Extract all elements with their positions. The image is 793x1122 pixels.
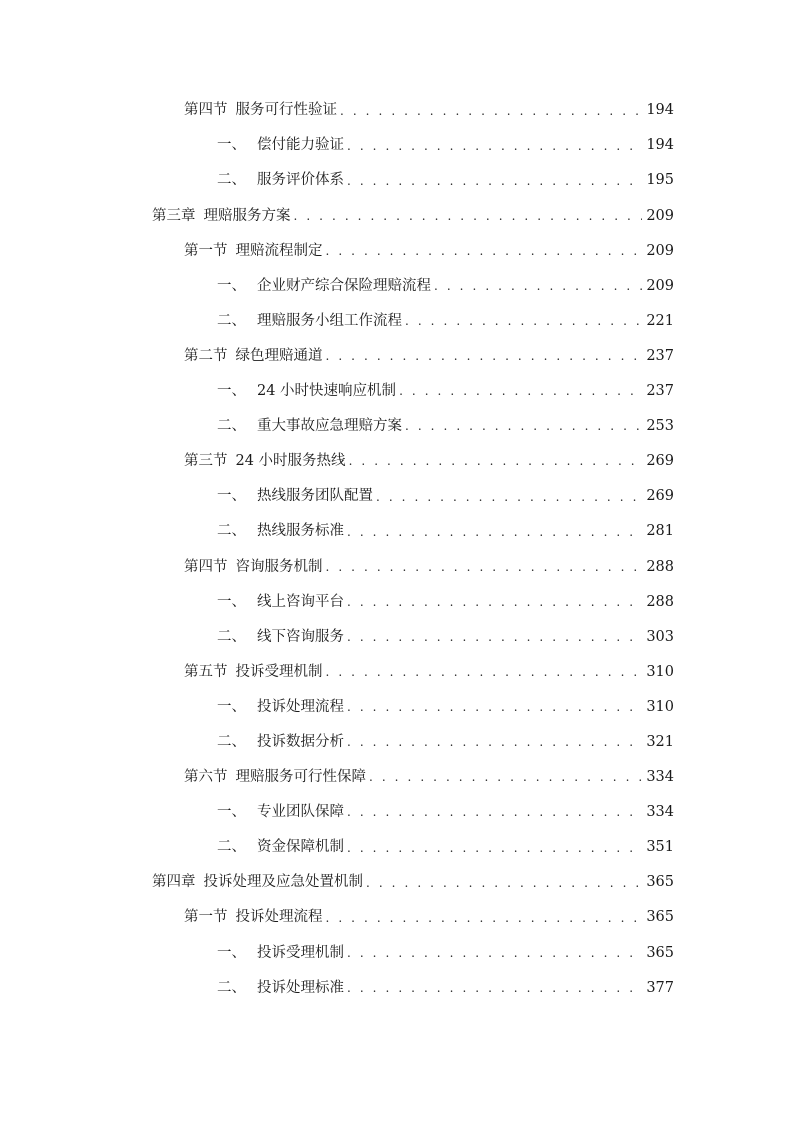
toc-dot-leader [347,947,642,959]
toc-page-number: 269 [646,453,674,470]
toc-entry-subsection[interactable] [0,830,793,865]
toc-page-number: 303 [646,628,674,645]
toc-entry-number: 第一节 [184,242,228,259]
toc-page-number: 321 [646,733,674,750]
toc-entry-subsection[interactable] [0,725,793,760]
toc-entry-title: 投诉受理机制 [235,663,323,680]
toc-dot-leader [347,596,642,608]
toc-entry-subsection[interactable] [0,479,793,514]
toc-entry-section[interactable] [0,444,793,479]
toc-dot-leader [347,701,642,713]
toc-page-number: 253 [646,418,674,435]
toc-entry-number: 第四节 [184,102,228,119]
toc-dot-leader [294,210,643,222]
toc-entry-number: 一、 [217,137,246,154]
toc-entry-title: 线上咨询平台 [257,593,344,610]
toc-entry-title: 投诉处理流程 [257,698,344,715]
toc-entry-subsection[interactable] [0,795,793,830]
toc-page-number: 334 [646,769,674,786]
toc-entry-number: 二、 [217,979,246,996]
toc-dot-leader [347,736,642,748]
toc-entry-title: 投诉受理机制 [257,944,344,961]
toc-entry-title: 线下咨询服务 [257,628,344,645]
toc-page-number: 237 [646,383,674,400]
toc-entry-section[interactable] [0,93,793,128]
toc-dot-leader [434,280,642,292]
toc-entry-title: 理赔流程制定 [235,242,323,259]
toc-dot-leader [399,385,642,397]
toc-dot-leader [347,175,642,187]
toc-entry-number: 一、 [217,277,246,294]
toc-entry-chapter[interactable] [0,198,793,233]
toc-page-number: 365 [646,909,674,926]
toc-entry-title: 24 小时服务热线 [235,453,346,470]
toc-page-number: 209 [646,242,674,259]
table-of-contents [0,93,793,1005]
toc-dot-leader [347,806,642,818]
toc-entry-title: 理赔服务小组工作流程 [257,312,402,329]
toc-entry-section[interactable] [0,760,793,795]
toc-page-number: 194 [646,137,674,154]
toc-entry-number: 二、 [217,418,246,435]
toc-entry-number: 二、 [217,733,246,750]
toc-entry-subsection[interactable] [0,514,793,549]
toc-entry-title: 专业团队保障 [257,804,344,821]
toc-entry-section[interactable] [0,549,793,584]
toc-entry-number: 第四章 [152,874,196,891]
toc-dot-leader [347,526,642,538]
toc-entry-title: 热线服务标准 [257,523,344,540]
toc-entry-number: 二、 [217,523,246,540]
toc-page-number: 209 [646,207,674,224]
toc-entry-title: 服务可行性验证 [235,102,337,119]
toc-dot-leader [347,842,642,854]
toc-dot-leader [326,666,643,678]
toc-page-number: 310 [646,663,674,680]
toc-entry-subsection[interactable] [0,690,793,725]
toc-entry-number: 第三章 [152,207,196,224]
toc-page-number: 365 [646,944,674,961]
toc-entry-section[interactable] [0,900,793,935]
toc-page-number: 194 [646,102,674,119]
toc-entry-number: 一、 [217,383,246,400]
toc-entry-number: 第五节 [184,663,228,680]
toc-entry-title: 偿付能力验证 [257,137,344,154]
toc-dot-leader [349,455,643,467]
toc-dot-leader [347,982,642,994]
toc-dot-leader [326,912,643,924]
toc-entry-chapter[interactable] [0,865,793,900]
toc-entry-title: 理赔服务可行性保障 [235,769,366,786]
toc-entry-subsection[interactable] [0,268,793,303]
toc-page-number: 237 [646,347,674,364]
toc-dot-leader [326,245,643,257]
toc-page-number: 281 [646,523,674,540]
toc-dot-leader [347,140,642,152]
toc-page-number: 377 [646,979,674,996]
toc-entry-title: 投诉数据分析 [257,733,344,750]
toc-entry-title: 投诉处理流程 [235,909,323,926]
toc-entry-number: 第六节 [184,769,228,786]
toc-entry-title: 重大事故应急理赔方案 [257,418,402,435]
toc-page-number: 334 [646,804,674,821]
toc-entry-number: 第三节 [184,453,228,470]
toc-entry-subsection[interactable] [0,128,793,163]
toc-entry-number: 第一节 [184,909,228,926]
toc-entry-subsection[interactable] [0,935,793,970]
toc-entry-title: 咨询服务机制 [235,558,323,575]
toc-entry-number: 一、 [217,804,246,821]
toc-page-number: 269 [646,488,674,505]
toc-page-number: 195 [646,172,674,189]
toc-entry-title: 资金保障机制 [257,839,344,856]
toc-entry-title: 投诉处理及应急处置机制 [203,874,363,891]
toc-entry-subsection[interactable] [0,163,793,198]
toc-entry-title: 24 小时快速响应机制 [257,383,397,400]
toc-entry-number: 一、 [217,488,246,505]
toc-dot-leader [340,105,642,117]
toc-entry-title: 服务评价体系 [257,172,344,189]
toc-entry-subsection[interactable] [0,584,793,619]
toc-dot-leader [326,350,643,362]
toc-entry-subsection[interactable] [0,409,793,444]
toc-dot-leader [405,315,642,327]
toc-dot-leader [347,631,642,643]
toc-page-number: 209 [646,277,674,294]
toc-entry-number: 第二节 [184,347,228,364]
toc-page-number: 288 [646,558,674,575]
toc-entry-number: 一、 [217,698,246,715]
toc-entry-subsection[interactable] [0,304,793,339]
toc-entry-section[interactable] [0,339,793,374]
toc-dot-leader [369,771,642,783]
toc-entry-section[interactable] [0,233,793,268]
toc-page-number: 221 [646,312,674,329]
toc-entry-title: 企业财产综合保险理赔流程 [257,277,431,294]
toc-entry-title: 理赔服务方案 [203,207,291,224]
toc-dot-leader [326,561,643,573]
toc-dot-leader [376,491,642,503]
toc-entry-number: 二、 [217,312,246,329]
toc-page-number: 310 [646,698,674,715]
toc-entry-title: 绿色理赔通道 [235,347,323,364]
toc-entry-number: 二、 [217,839,246,856]
toc-entry-subsection[interactable] [0,619,793,654]
toc-entry-title: 热线服务团队配置 [257,488,373,505]
toc-entry-subsection[interactable] [0,970,793,1005]
toc-entry-number: 一、 [217,944,246,961]
toc-entry-subsection[interactable] [0,374,793,409]
toc-entry-number: 二、 [217,628,246,645]
toc-dot-leader [366,877,642,889]
toc-page-number: 351 [646,839,674,856]
toc-page-number: 365 [646,874,674,891]
toc-entry-number: 一、 [217,593,246,610]
toc-page-number: 288 [646,593,674,610]
toc-entry-number: 第四节 [184,558,228,575]
toc-dot-leader [405,420,642,432]
toc-entry-title: 投诉处理标准 [257,979,344,996]
toc-entry-number: 二、 [217,172,246,189]
toc-entry-section[interactable] [0,655,793,690]
